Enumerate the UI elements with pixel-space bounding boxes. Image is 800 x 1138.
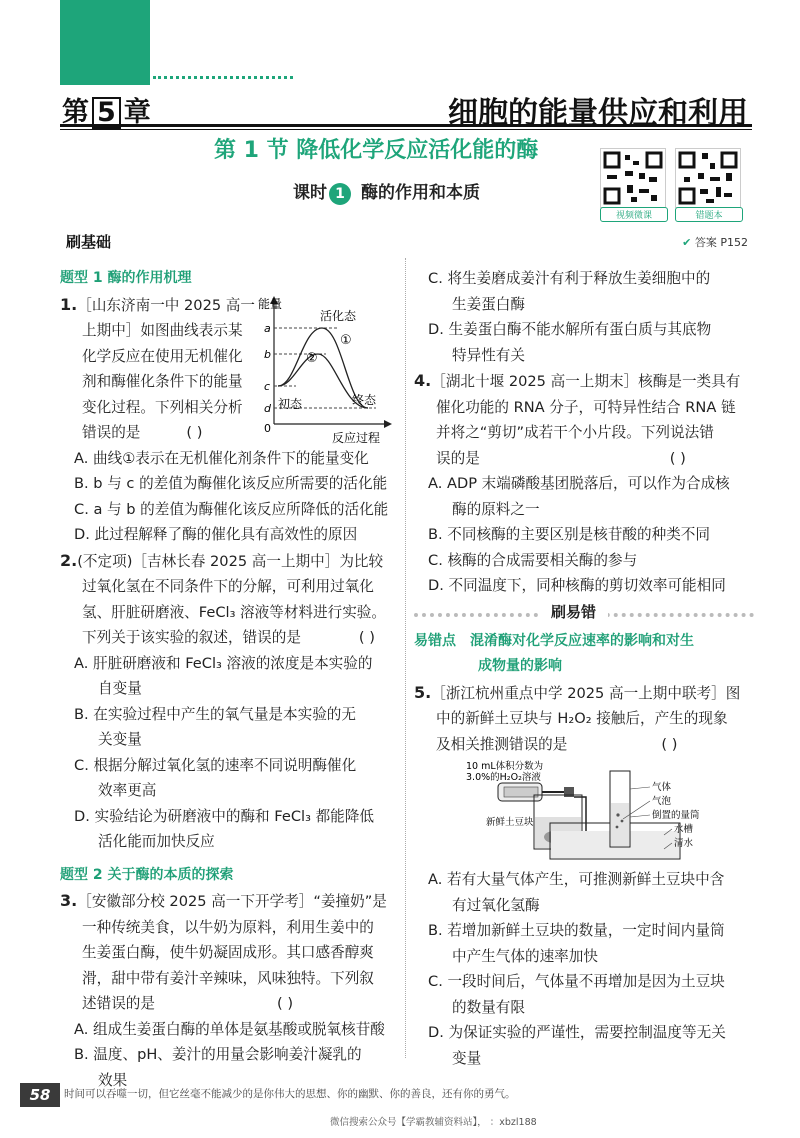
page-number: 58	[20, 1083, 60, 1107]
q1-option-b[interactable]: B. b 与 c 的差值为酶催化该反应所需要的活化能	[74, 475, 388, 492]
activated-state-label: 活化态	[320, 308, 357, 323]
question-3: 3.［安徽部分校 2025 高一下开学考］“姜撞奶”是 一种传统美食，以牛奶为原料，利用生姜中的 生姜蛋白酶，使牛奶凝固成形。其口感香醇爽 滑，甜中带有姜汁辛辣味，风味独特。下列叙 述错误的是 ( ) A. 组成生姜蛋白酶的单体是氨基酸或脱氧核苷酸 B. 温度、pH、姜汁的用量会影响姜汁凝乳的 效果	[60, 888, 400, 1093]
section-title: 第 1 节 降低化学反应活化能的酶	[214, 138, 539, 163]
q3-option-c[interactable]: C. 将生姜磨成姜汁有利于释放生姜细胞中的	[428, 270, 711, 287]
svg-text:10 mL体积分数为: 10 mL体积分数为	[466, 761, 544, 772]
q3-option-b[interactable]: B. 温度、pH、姜汁的用量会影响姜汁凝乳的	[74, 1046, 362, 1063]
header-rule-thin	[60, 129, 752, 130]
q1-option-c[interactable]: C. a 与 b 的差值为酶催化该反应所降低的活化能	[74, 500, 389, 518]
potato-experiment-figure	[414, 759, 744, 865]
svg-text:清水: 清水	[674, 838, 694, 849]
question-4: 4.［湖北十堰 2025 高一上期末］核酶是一类具有 催化功能的 RNA 分子，可特异性结合 RNA 链 并将之“剪切”成若干个小片段。下列说法错 误的是 ( ) A. ADP 末端磷酸基团脱落后，可以作为合成核 酶的原料之一 B. 不同核酶的主要区别是核苷酸的种类不同 C. 核酶的合成需要相关酶的参与 D. 不同温度下，同种核酶的剪切效率可能相同	[414, 368, 754, 599]
question-2: 2.(不定项)［吉林长春 2025 高一上期中］为比较 过氧化氢在不同条件下的分解，可利用过氧化 氢、肝脏研磨液、FeCl₃ 溶液等材料进行实验。 下列关于该实验的叙述，错误的是 ( ) A. 肝脏研磨液和 FeCl₃ 溶液的浓度是本实验的 自变量 B. 在实验过程中产生的氧气量是本实验的无 关变量 C. 根据分解过氧化氢的速率不同说明酶催化 效率更高 D. 实验结论为研磨液中的酶和 FeCl₃ 都能降低 活化能而加快反应	[60, 548, 400, 855]
question-5: 5.［浙江杭州重点中学 2025 高一上期中联考］图 中的新鲜土豆块与 H₂O₂ 接触后，产生的现象 及相关推测错误的是 ( ) 10 mL体积分数为 3.0%的H₂O₂溶液 新鲜土豆块 气体 气泡 倒置的量筒 水槽 清水 A. 若有大量气体产生，可推测新鲜土豆块中含 有过氧化氢酶 B. 若增加新鲜土豆块的数量，一定时间内量筒 中产生气体的速率加快 C. 一段时间后，气体量不再增加是因为土豆块 的数量有限 D. 为保证实验的严谨性，需要控制温度等无关 变量	[414, 680, 754, 1072]
answer-paren[interactable]: ( )	[276, 995, 294, 1012]
shua-jichu-banner: 刷基础	[66, 233, 112, 251]
svg-text:水槽: 水槽	[674, 824, 694, 835]
qr-errorbook-label: 错题本	[675, 207, 743, 222]
reaction-axis-label: 反应过程	[332, 430, 381, 444]
q1-option-a[interactable]: A. 曲线①表示在无机催化剂条件下的能量变化	[74, 449, 369, 467]
svg-text:c: c	[264, 379, 271, 393]
qr-code-video[interactable]	[600, 148, 666, 208]
curve-2-label: ②	[306, 350, 318, 366]
answer-paren[interactable]: ( )	[186, 424, 203, 441]
answer-paren[interactable]: ( )	[661, 735, 678, 753]
question-1: 1.［山东济南一中 2025 高一 上期中］如图曲线表示某 化学反应在使用无机催化 剂和酶催化条件下的能量 变化过程。下列相关分析 错误的是 ( ) 能量 a b c d 0 活化态 ① ② 初态 终态 反应过程 A. 曲线①表示在无机催化剂条件下的能量变化 B. b 与 c 的差值为酶催化该反应所需要的活化能 C. a 与 b 的差值为酶催化该反应所降低的活化能 D. 此过程解释了酶的催化具有高效性的原因	[60, 292, 400, 548]
q4-option-b[interactable]: B. 不同核酶的主要区别是核苷酸的种类不同	[428, 526, 710, 543]
chapter-number: 5	[92, 97, 121, 129]
energy-axis-label: 能量	[258, 296, 283, 311]
answer-paren[interactable]: ( )	[358, 629, 375, 646]
svg-text:d: d	[264, 401, 271, 415]
header-dotted-line	[153, 76, 293, 79]
svg-text:新鲜土豆块: 新鲜土豆块	[486, 817, 534, 828]
lesson-title: 课时 1 酶的作用和本质	[293, 183, 480, 203]
q2-option-a[interactable]: A. 肝脏研磨液和 FeCl₃ 溶液的浓度是本实验的	[74, 654, 373, 672]
q5-option-c[interactable]: C. 一段时间后，气体量不再增加是因为土豆块	[428, 973, 725, 990]
initial-state-label: 初态	[278, 396, 303, 411]
qr-video-label: 视频微课	[600, 207, 668, 222]
footer-quote: 时间可以吞噬一切，但它丝毫不能减少的是你伟大的思想、你的幽默、你的善良，还有你的勇气。	[64, 1088, 516, 1100]
svg-text:气泡: 气泡	[652, 796, 672, 807]
footer-watermark: 微信搜索公众号【学霸教辅资料站】， ：xbzl188	[330, 1117, 537, 1128]
energy-diagram	[256, 292, 404, 444]
chapter-title: 细胞的能量供应和利用	[448, 96, 748, 131]
header-rule-thick	[60, 124, 752, 127]
question-3-continued: C. 将生姜磨成姜汁有利于释放生姜细胞中的 生姜蛋白酶 D. 生姜蛋白酶不能水解所有蛋白质与其底物 特异性有关	[414, 266, 754, 368]
q4-option-a[interactable]: A. ADP 末端磷酸基团脱落后，可以作为合成核	[428, 475, 730, 492]
question-type-2: 题型 2 关于酶的本质的探索	[60, 866, 234, 883]
chapter-color-tab	[60, 0, 150, 85]
lesson-number-badge: 1	[329, 183, 351, 205]
svg-text:气体: 气体	[652, 782, 672, 793]
final-state-label: 终态	[352, 392, 377, 407]
svg-text:b: b	[264, 347, 271, 361]
answer-paren[interactable]: ( )	[669, 449, 686, 467]
q5-option-d[interactable]: D. 为保证实验的严谨性，需要控制温度等无关	[428, 1024, 726, 1041]
q5-option-a[interactable]: A. 若有大量气体产生，可推测新鲜土豆块中含	[428, 871, 725, 888]
q2-option-d[interactable]: D. 实验结论为研磨液中的酶和 FeCl₃ 都能降低	[74, 807, 374, 825]
q4-option-d[interactable]: D. 不同温度下，同种核酶的剪切效率可能相同	[428, 577, 726, 594]
answer-reference: ✔ 答案 P152	[682, 236, 748, 249]
q5-option-b[interactable]: B. 若增加新鲜土豆块的数量，一定时间内量筒	[428, 922, 725, 939]
shua-yicuo-divider: 刷易错	[414, 599, 754, 629]
left-column	[60, 266, 400, 1093]
check-icon: ✔	[682, 236, 692, 249]
svg-text:3.0%的H₂O₂溶液: 3.0%的H₂O₂溶液	[466, 772, 541, 783]
svg-text:倒置的量筒: 倒置的量筒	[652, 810, 700, 821]
svg-text:a: a	[264, 321, 271, 335]
right-column	[414, 266, 754, 1071]
q3-option-a[interactable]: A. 组成生姜蛋白酶的单体是氨基酸或脱氧核苷酸	[74, 1020, 385, 1038]
q1-option-d[interactable]: D. 此过程解释了酶的催化具有高效性的原因	[74, 526, 358, 543]
svg-text:0: 0	[264, 421, 271, 435]
column-separator	[405, 258, 406, 1058]
q2-option-b[interactable]: B. 在实验过程中产生的氧气量是本实验的无	[74, 705, 356, 723]
curve-1-label: ①	[340, 332, 352, 348]
q2-option-c[interactable]: C. 根据分解过氧化氢的速率不同说明酶催化	[74, 756, 357, 774]
q3-option-d[interactable]: D. 生姜蛋白酶不能水解所有蛋白质与其底物	[428, 321, 712, 338]
chapter-label: 第 5 章	[62, 97, 151, 128]
qr-code-errorbook[interactable]	[675, 148, 741, 208]
q4-option-c[interactable]: C. 核酶的合成需要相关酶的参与	[428, 551, 638, 569]
question-type-1: 题型 1 酶的作用机理	[60, 270, 192, 286]
error-point: 易错点 混淆酶对化学反应速率的影响和对生 成物量的影响	[414, 632, 694, 674]
